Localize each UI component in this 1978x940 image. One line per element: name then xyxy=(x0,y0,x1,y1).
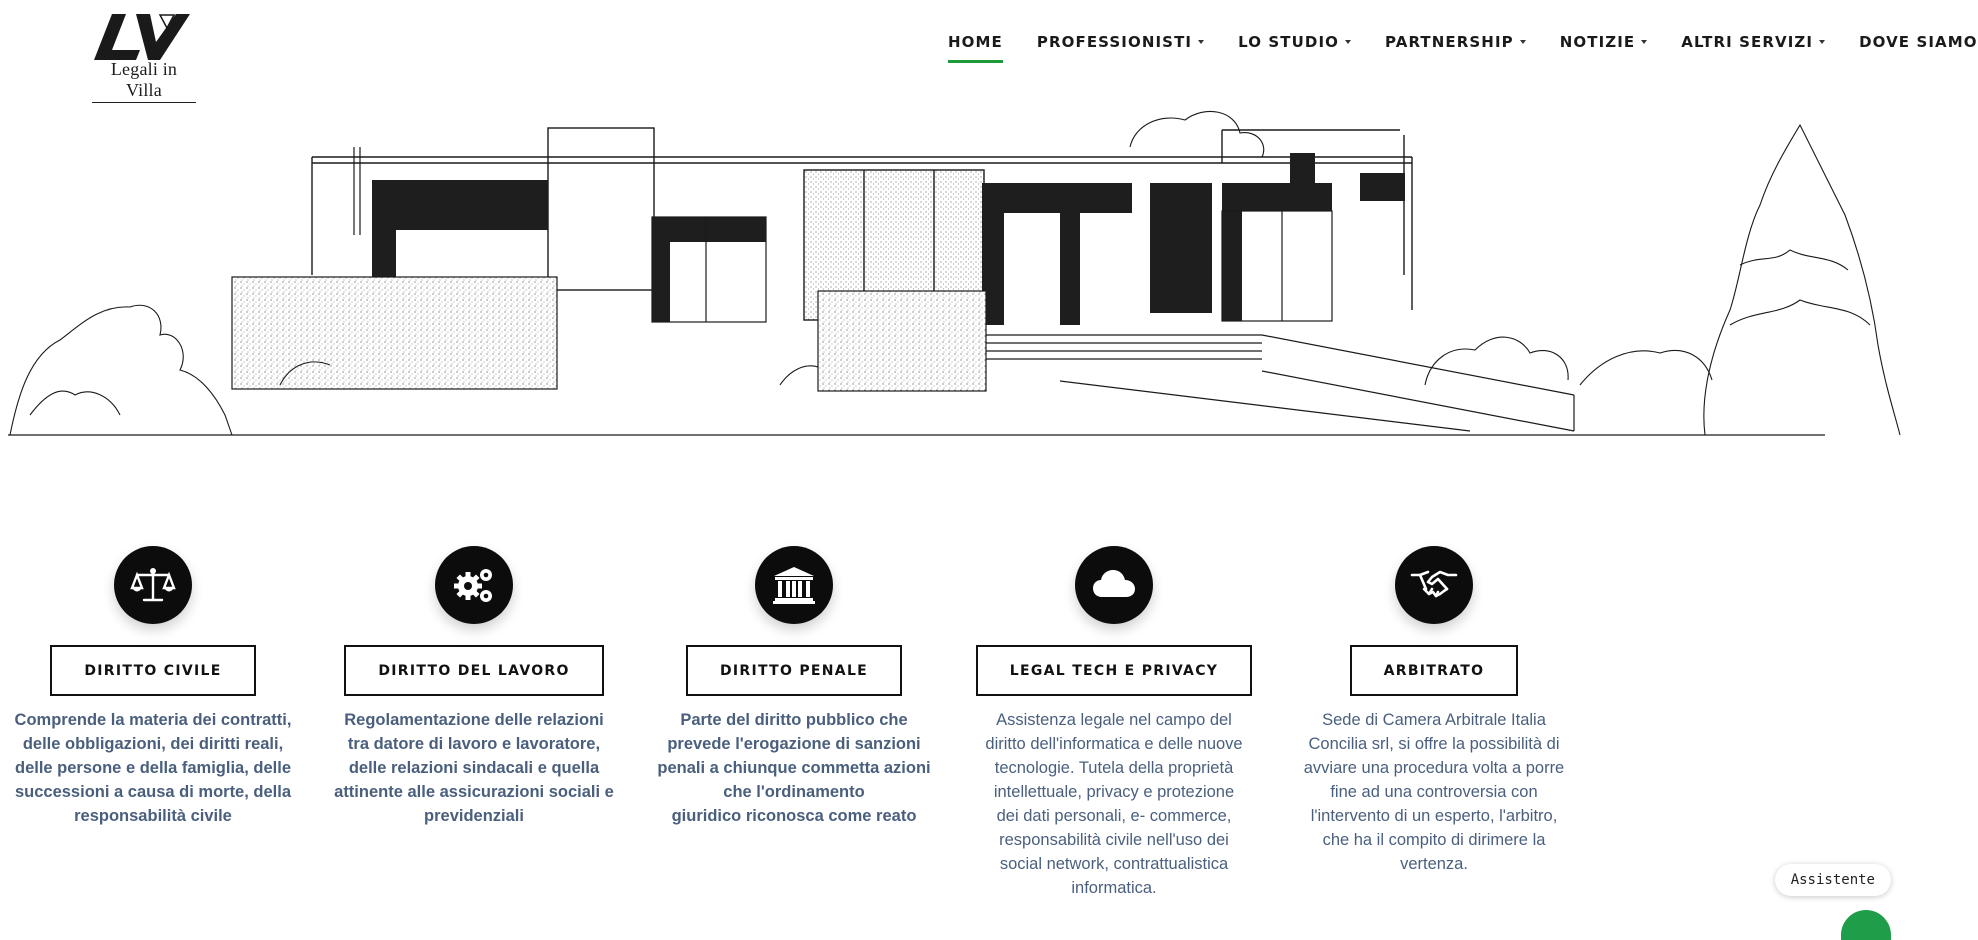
service-description xyxy=(1304,708,1565,876)
assistant-label: Assistente xyxy=(1790,872,1875,888)
handshake-icon xyxy=(1395,546,1473,624)
lv-logo-mark-icon xyxy=(90,12,198,62)
nav-item-label: HOME xyxy=(948,33,1003,51)
service-description-line: prevede l'erogazione di sanzioni xyxy=(667,735,921,753)
service-button[interactable]: ARBITRATO xyxy=(1350,645,1519,696)
nav-item-partnership[interactable] xyxy=(1385,33,1526,51)
nav-item-label: PARTNERSHIP xyxy=(1385,33,1514,51)
service-description-line: delle obbligazioni, dei diritti reali, xyxy=(22,735,284,753)
service-description-line: attinente alle assicurazioni sociali e xyxy=(334,783,614,801)
service-description-line: responsabilità civile nell'uso dei xyxy=(999,831,1229,849)
nav-item-dove-siamo[interactable] xyxy=(1859,33,1978,51)
service-description-line: che ha il compito di dirimere la xyxy=(1322,831,1546,849)
hero-villa-sketch xyxy=(0,95,1905,440)
service-description xyxy=(334,708,614,828)
caret-down-icon xyxy=(1198,40,1204,44)
scales-icon xyxy=(114,546,192,624)
service-description xyxy=(657,708,930,828)
service-description-line: intellettuale, privacy e protezione xyxy=(993,783,1235,801)
service-button[interactable]: DIRITTO PENALE xyxy=(686,645,902,696)
service-description-line: penali a chiunque commetta azioni xyxy=(657,759,931,777)
service-description-line: l'intervento di un esperto, l'arbitro, xyxy=(1310,807,1558,825)
service-description-line: dei dati personali, e- commerce, xyxy=(996,807,1232,825)
nav-item-label: ALTRI SERVIZI xyxy=(1681,33,1814,51)
service-legal-tech-e-privacy xyxy=(964,546,1264,900)
cloud-icon xyxy=(1075,546,1153,624)
service-description-line: Comprende la materia dei contratti, xyxy=(14,711,292,729)
service-button[interactable]: LEGAL TECH E PRIVACY xyxy=(976,645,1252,696)
caret-down-icon xyxy=(1520,40,1526,44)
service-description-line: social network, contrattualistica xyxy=(999,855,1229,873)
service-description-line: Assistenza legale nel campo del xyxy=(996,711,1232,729)
gears-icon xyxy=(435,546,513,624)
service-description-line: informatica. xyxy=(1071,879,1157,897)
logo-text: Legali in Villa xyxy=(92,59,196,103)
service-description-line: giuridico riconosca come reato xyxy=(671,807,917,825)
nav-item-home[interactable] xyxy=(948,33,1003,51)
nav-item-professionisti[interactable] xyxy=(1037,33,1204,51)
service-description-line: delle relazioni sindacali e quella xyxy=(348,759,600,777)
nav-item-label: DOVE SIAMO xyxy=(1859,33,1978,51)
villa-drawing-image xyxy=(0,95,1905,440)
nav-item-label: PROFESSIONISTI xyxy=(1036,33,1193,51)
service-description-line: Regolamentazione delle relazioni xyxy=(344,711,604,729)
chat-bubble-icon[interactable] xyxy=(1841,910,1891,940)
service-description-line: vertenza. xyxy=(1400,855,1468,873)
nav-item-lo-studio[interactable] xyxy=(1238,33,1351,51)
nav-item-label: LO STUDIO xyxy=(1238,33,1340,51)
service-diritto-penale xyxy=(644,546,944,828)
service-description-line: avviare una procedura volta a porre xyxy=(1303,759,1565,777)
caret-down-icon xyxy=(1641,40,1647,44)
caret-down-icon xyxy=(1819,40,1825,44)
service-arbitrato xyxy=(1284,546,1584,876)
courthouse-icon xyxy=(755,546,833,624)
service-button[interactable]: DIRITTO DEL LAVORO xyxy=(344,645,603,696)
service-description-line: tecnologie. Tutela della proprietà xyxy=(994,759,1234,777)
service-description xyxy=(15,708,292,828)
service-description-line: tra datore di lavoro e lavoratore, xyxy=(347,735,601,753)
service-description-line: successioni a causa di morte, della xyxy=(14,783,292,801)
site-logo[interactable] xyxy=(90,12,198,100)
nav-item-altri-servizi[interactable] xyxy=(1681,33,1825,51)
service-description-line: previdenziali xyxy=(424,807,524,825)
service-description-line: che l'ordinamento xyxy=(723,783,865,801)
service-description-line: Concilia srl, si offre la possibilità di xyxy=(1308,735,1560,753)
assistant-chat-button[interactable] xyxy=(1775,864,1891,896)
service-description-line: fine ad una controversia con xyxy=(1330,783,1538,801)
caret-down-icon xyxy=(1345,40,1351,44)
service-description xyxy=(985,708,1242,900)
service-description-line: Parte del diritto pubblico che xyxy=(680,711,908,729)
nav-item-notizie[interactable] xyxy=(1560,33,1648,51)
main-navigation xyxy=(948,33,1978,51)
service-description-line: delle persone e della famiglia, delle xyxy=(14,759,292,777)
service-diritto-del-lavoro xyxy=(324,546,624,828)
service-button[interactable]: DIRITTO CIVILE xyxy=(50,645,255,696)
service-description-line: Sede di Camera Arbitrale Italia xyxy=(1322,711,1546,729)
service-description-line: responsabilità civile xyxy=(74,807,232,825)
service-description-line: diritto dell'informatica e delle nuove xyxy=(985,735,1243,753)
nav-item-label: NOTIZIE xyxy=(1559,33,1636,51)
service-diritto-civile xyxy=(3,546,303,828)
